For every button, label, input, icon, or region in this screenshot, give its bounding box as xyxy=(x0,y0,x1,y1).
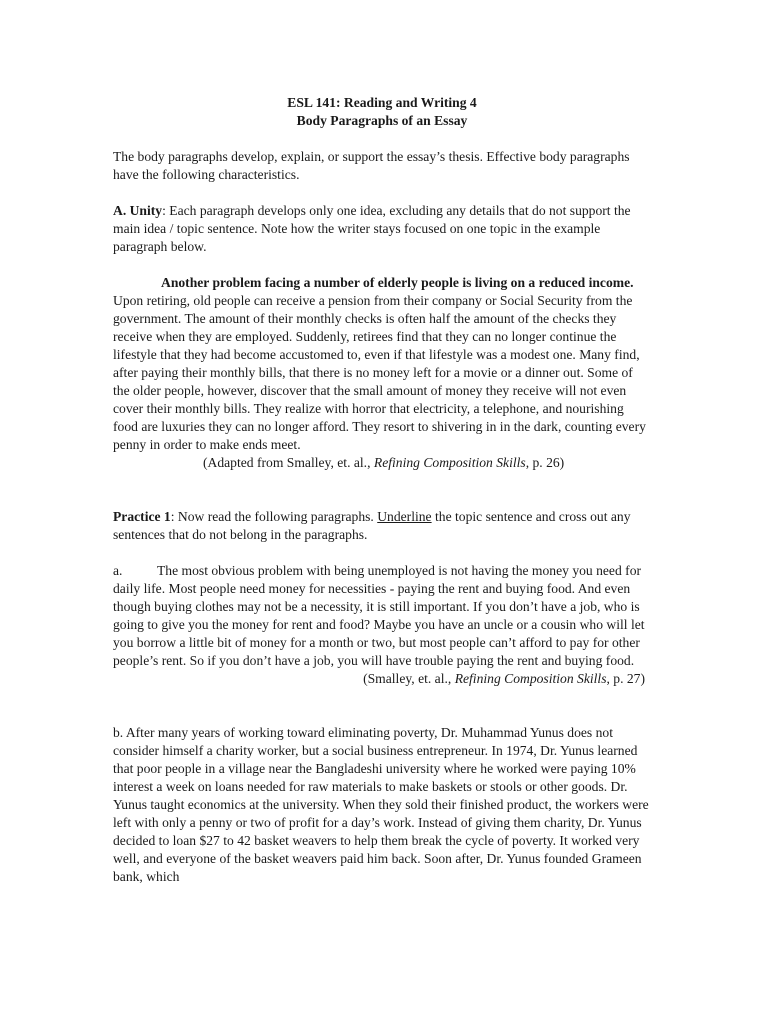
underline-word: Underline xyxy=(377,509,432,524)
document-body xyxy=(113,94,651,886)
example-body: Upon retiring, old people can receive a pension from their company or Social Security from the government. The amount of their monthly checks is often half the amount of the checks they receive when they are employed. Suddenly, retirees find that they can no longer continue the lifestyle that they had become accustomed to, even if that lifestyle was a modest one. Many find, after paying their monthly bills, that there is no money left for a movie or a dinner out. Some of the older people, however, discover that the small amount of money they receive will not even cover their monthly bills. They realize with horror that electricity, a telephone, and nourishing food are luxuries they can no longer afford. They resort to shivering in in the dark, counting every penny in order to make ends meet. xyxy=(113,293,646,452)
example-source: (Adapted from Smalley, et. al., Refining Composition Skills, p. 26) xyxy=(203,455,565,470)
paragraph-a-text: The most obvious problem with being unemployed is not having the money you need for daily life. Most people need money for necessities - paying the rent and buying food. And even though buying clothes may not be a necessity, it is still important. If you don’t have a job, who is going to give you the money for rent and food? Maybe you have an uncle or a cousin who will let you borrow a little bit of money for a month or two, but most people can’t afford to pay for other people’s rent. So if you don’t have a job, you will have trouble paying the rent and buying food. xyxy=(113,563,645,668)
paragraph-a-source: (Smalley, et. al., Refining Composition Skills, p. 27) xyxy=(363,671,645,686)
unity-text: : Each paragraph develops only one idea, excluding any details that do not support the main idea / topic sentence. Note how the writer stays focused on one topic in the example paragraph below. xyxy=(113,203,631,254)
intro-paragraph: The body paragraphs develop, explain, or support the essay’s thesis. Effective body paragraphs have the following characteristics. xyxy=(113,149,630,182)
unity-paragraph xyxy=(113,202,651,256)
paragraph-a-source-title: Refining Composition Skills xyxy=(454,671,607,686)
handout-title: Body Paragraphs of an Essay xyxy=(296,113,468,128)
example-paragraph xyxy=(113,274,651,454)
unity-label: A. Unity xyxy=(113,203,163,218)
paragraph-b: b. After many years of working toward eliminating poverty, Dr. Muhammad Yunus does not consider himself a charity worker, but a social business entrepreneur. In 1974, Dr. Yunus learned that poor people in a village near the Bangladeshi university where he worked were paying 10% interest a week on loans needed for raw materials to make baskets or stools or other goods. Dr. Yunus taught economics at the university. When they sold their finished product, the workers were left with only a penny or two of profit for a day’s work. Instead of giving them charity, Dr. Yunus decided to loan $27 to 42 basket weavers to help them break the cycle of poverty. It worked very well, and everyone of the basket weavers paid him back. Soon after, Dr. Yunus founded Grameen bank, which xyxy=(113,725,649,884)
example-source-title: Refining Composition Skills xyxy=(373,455,526,470)
paragraph-a-marker: a. xyxy=(113,563,123,578)
paragraph-a xyxy=(113,562,651,670)
course-title: ESL 141: Reading and Writing 4 xyxy=(287,95,477,110)
practice-instructions: Practice 1: Now read the following paragraphs. Underline the topic sentence and cross out any sentences that do not belong in the paragraphs. xyxy=(113,509,631,542)
practice-label: Practice 1 xyxy=(113,509,171,524)
example-topic-sentence: Another problem facing a number of elderly people is living on a reduced income. xyxy=(161,275,634,290)
